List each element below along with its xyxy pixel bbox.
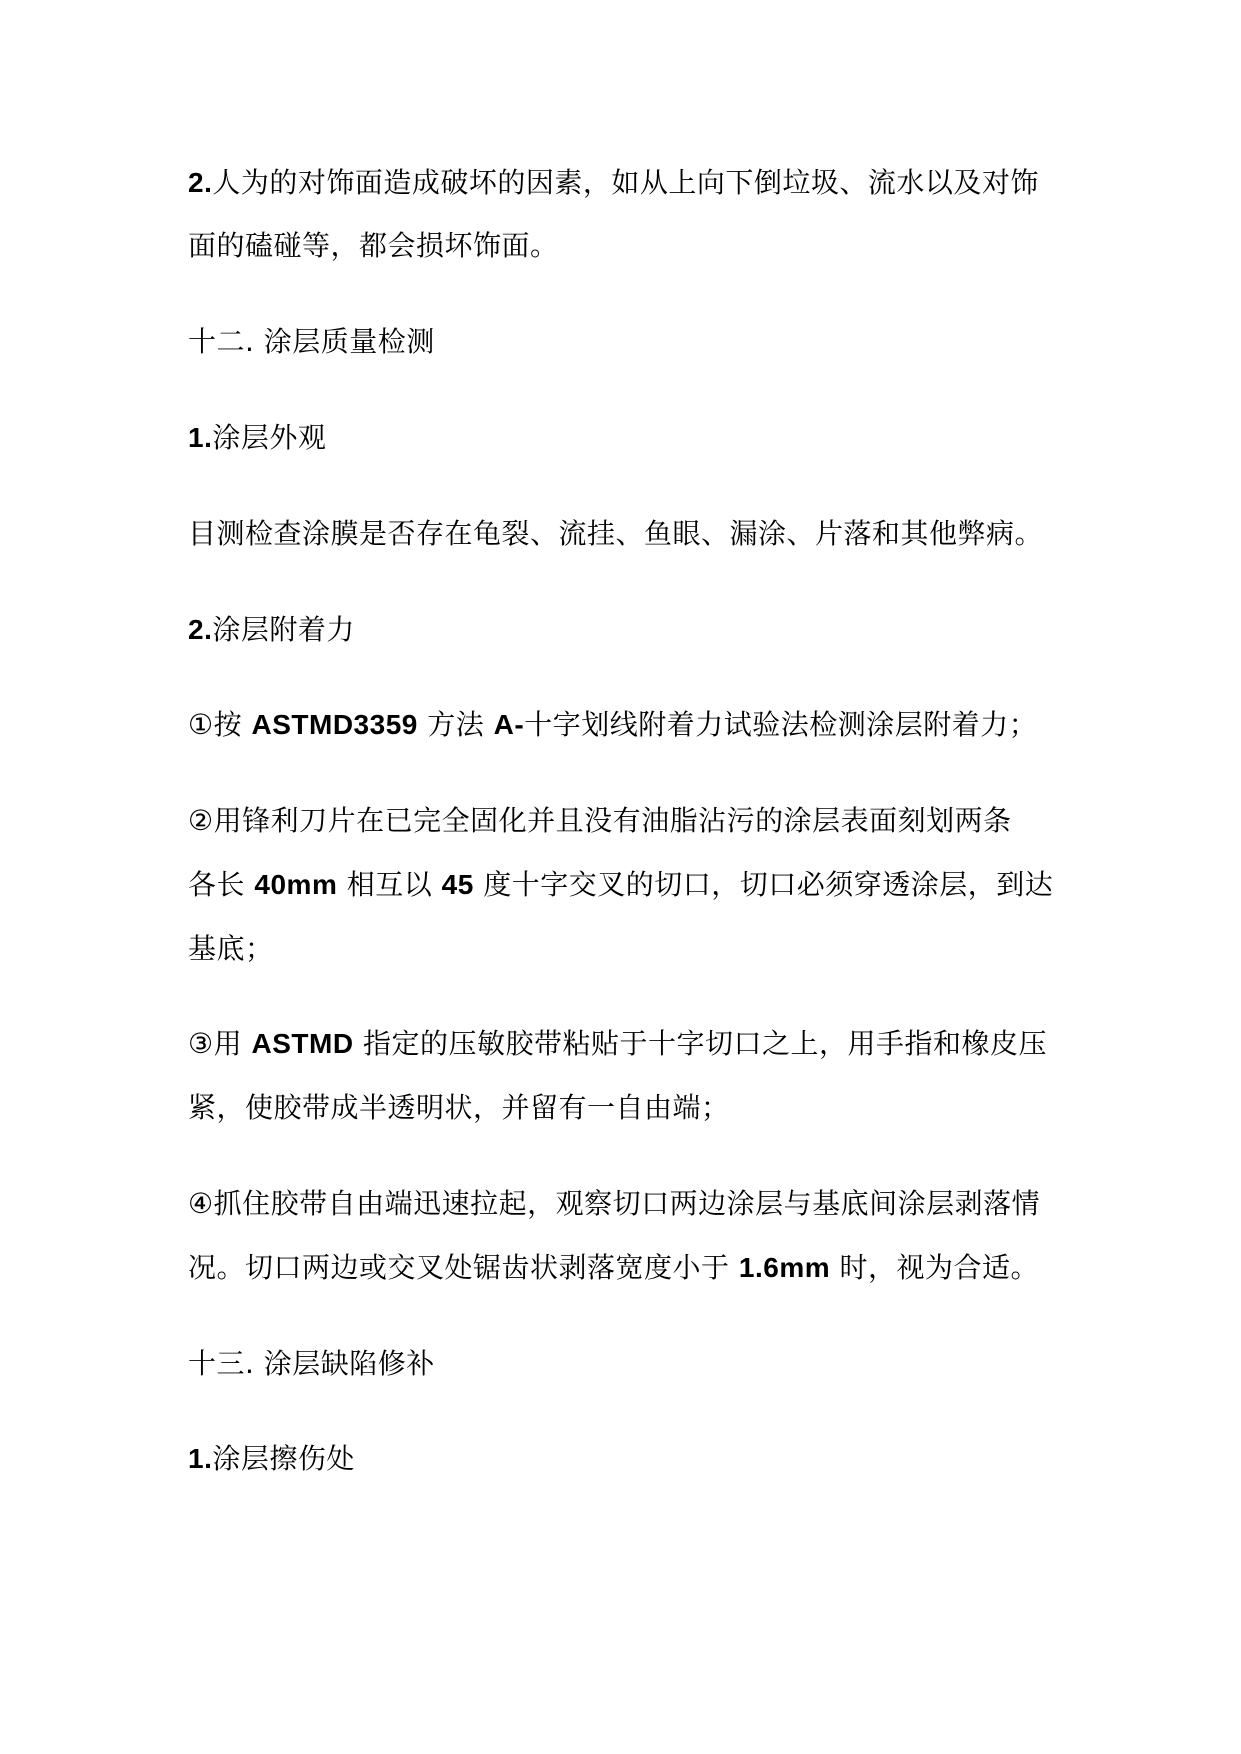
- subsection-heading-coating-appearance: [188, 419, 1068, 457]
- step-3-line-1: ③用 ASTMD 指定的压敏胶带粘贴于十字切口之上，用手指和橡皮压: [188, 1027, 1047, 1060]
- method-code: A-: [493, 709, 525, 740]
- paragraph-visual-inspection: 目测检查涂膜是否存在龟裂、流挂、鱼眼、漏涂、片落和其他弊病。: [188, 517, 1044, 550]
- width-value: 1.6mm: [738, 1252, 831, 1283]
- step-4-line-1: ④抓住胶带自由端迅速拉起，观察切口两边涂层与基底间涂层剥落情: [188, 1187, 1041, 1220]
- subsection-title: 涂层附着力: [212, 613, 355, 646]
- step-4-line-2: 况。切口两边或交叉处锯齿状剥落宽度小于 1.6mm 时，视为合适。: [188, 1251, 1040, 1284]
- standard-code: ASTMD3359: [251, 709, 418, 740]
- item-number: 2.: [188, 167, 213, 198]
- step-2-line-2: 各长 40mm 相互以 45 度十字交叉的切口，切口必须穿透涂层，到达: [188, 868, 1054, 901]
- step-2-line-1: ②用锋利刀片在已完全固化并且没有油脂沾污的涂层表面刻划两条: [188, 804, 1012, 837]
- step-2-line-3: 基底；: [188, 932, 274, 965]
- paragraph-2-line-2: 面的磕碰等，都会损坏饰面。: [188, 229, 559, 262]
- section-heading-12: 十二. 涂层质量检测: [188, 325, 435, 358]
- subsection-title: 涂层外观: [212, 421, 327, 454]
- paragraph-text: 人为的对饰面造成破坏的因素，如从上向下倒垃圾、流水以及对饰: [212, 166, 1039, 199]
- subsection-title: 涂层擦伤处: [212, 1442, 355, 1475]
- step-1: ①按 ASTMD3359 方法 A-十字划线附着力试验法检测涂层附着力；: [188, 708, 1038, 741]
- subsection-heading-adhesion: [188, 611, 1068, 649]
- angle-value: 45: [441, 869, 474, 900]
- paragraph-2-line-1: [188, 164, 1068, 202]
- item-number: 2.: [188, 614, 213, 645]
- length-value: 40mm: [254, 869, 338, 900]
- section-heading-13: 十三. 涂层缺陷修补: [188, 1347, 435, 1380]
- item-number: 1.: [188, 1443, 213, 1474]
- standard-code: ASTMD: [251, 1028, 354, 1059]
- step-3-line-2: 紧，使胶带成半透明状，并留有一自由端；: [188, 1091, 730, 1124]
- subsection-heading-scratch-repair: [188, 1440, 1068, 1478]
- item-number: 1.: [188, 422, 213, 453]
